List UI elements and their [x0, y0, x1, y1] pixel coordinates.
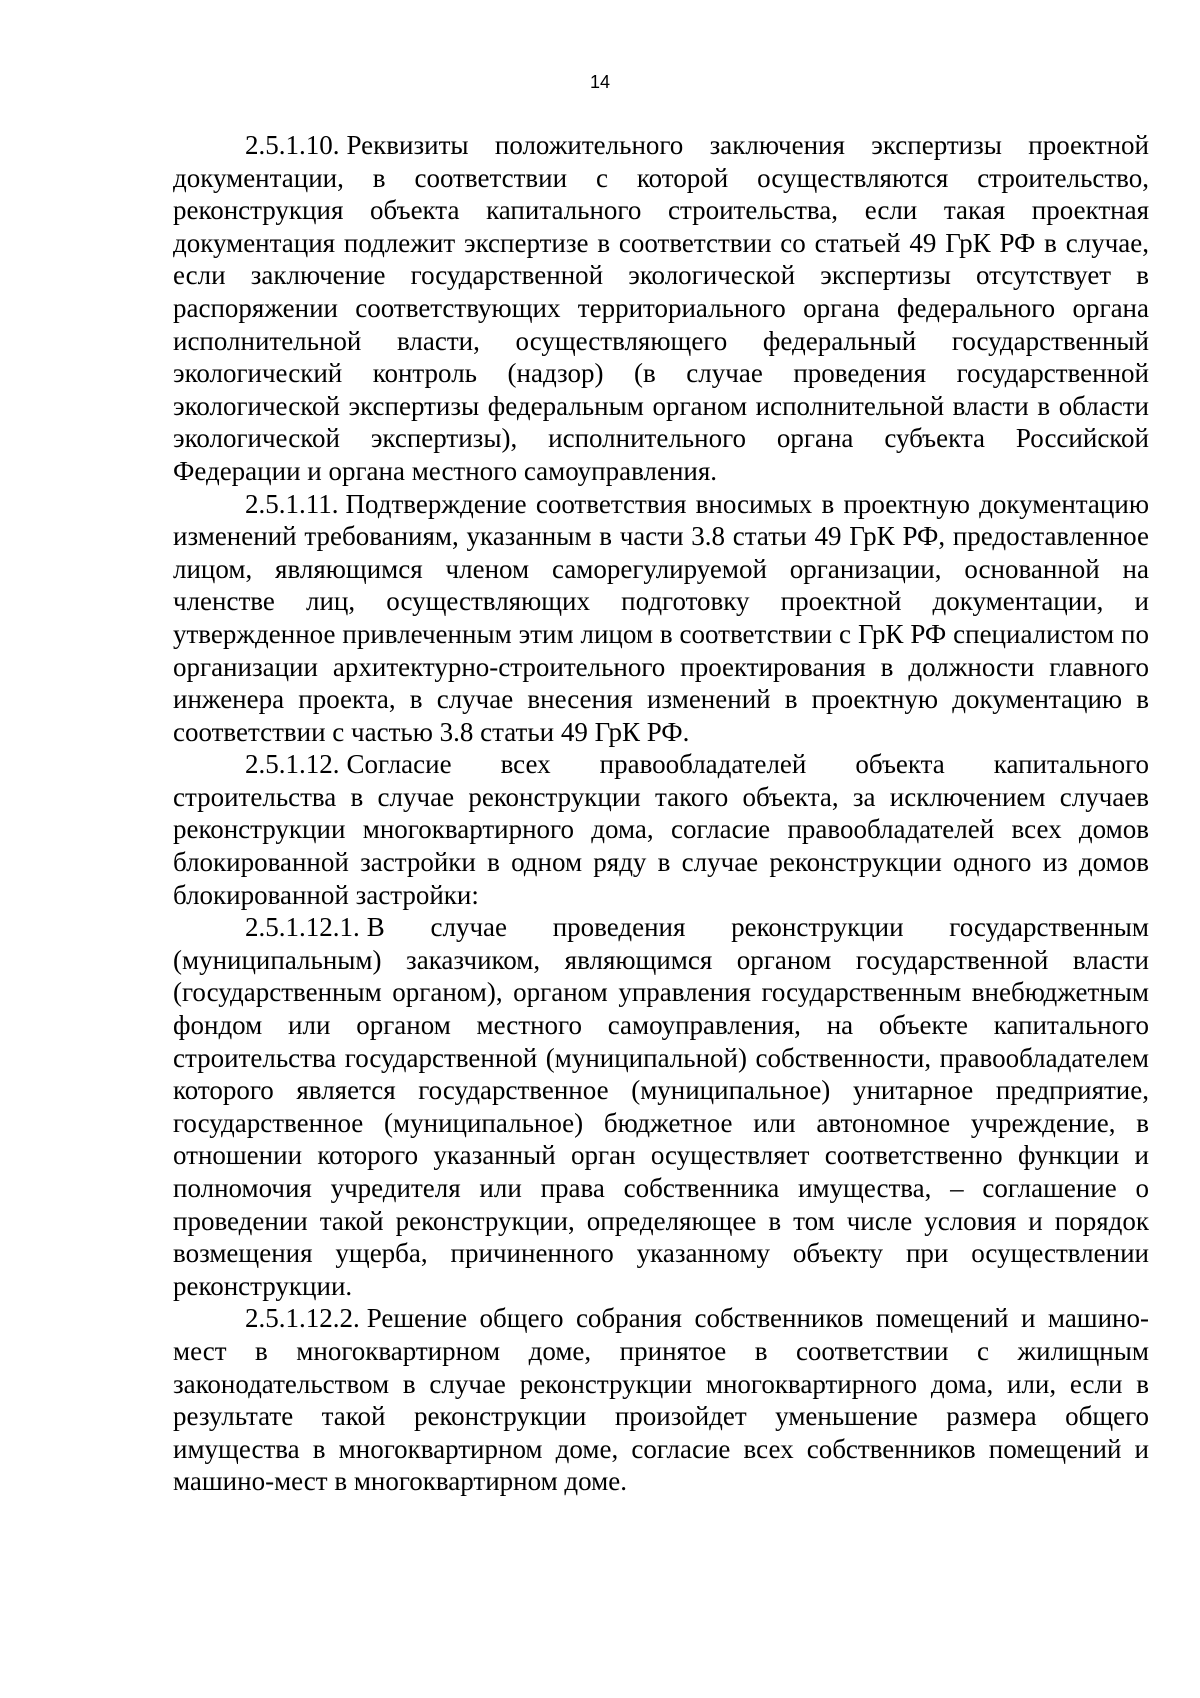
paragraph-text: Подтверждение соответствия вносимых в проектную документацию изменений требованиям, указанным в части 3.8 статьи 49 ГрК РФ, предоставленное лицом, являющимся членом саморегулируемой организации, основанной на членстве лиц, осуществляющих подготовку проектной документации, и утвержденное привлеченным этим лицом в соответствии с ГрК РФ специалистом по организации архитектурно-строительного проектирования в должности главного инженера проекта, в случае внесения изменений в проектную документацию в соответствии с частью 3.8 статьи 49 ГрК РФ.	[173, 488, 1149, 747]
paragraph-number: 2.5.1.12.1.	[245, 912, 360, 943]
paragraph-number: 2.5.1.12.2.	[245, 1303, 360, 1334]
paragraph-text: Согласие всех правообладателей объекта капитального строительства в случае реконструкции такого объекта, за исключением случаев реконструкции многоквартирного дома, согласие правообладателей всех домов блокированной застройки в одном ряду в случае реконструкции одного из домов блокированной застройки:	[173, 749, 1149, 910]
paragraph-2-5-1-11	[173, 488, 1149, 749]
paragraph-2-5-1-10	[173, 129, 1149, 488]
paragraph-text: Реквизиты положительного заключения экспертизы проектной документации, в соответствии с которой осуществляются строительство, реконструкция объекта капитального строительства, если такая проектная документация подлежит экспертизе в соответствии со статьей 49 ГрК РФ в случае, если заключение государственной экологической экспертизы отсутствует в распоряжении соответствующих территориального органа федерального органа исполнительной власти, осуществляющего федеральный государственный экологический контроль (надзор) (в случае проведения государственной экологической экспертизы федеральным органом исполнительной власти в области экологической экспертизы), исполнительного органа субъекта Российской Федерации и органа местного самоуправления.	[173, 130, 1149, 486]
paragraph-number: 2.5.1.10.	[245, 130, 340, 160]
document-body	[173, 129, 1149, 1498]
paragraph-2-5-1-12-2	[173, 1302, 1149, 1498]
paragraph-text: В случае проведения реконструкции государственным (муниципальным) заказчиком, являющимся органом государственной власти (государственным органом), органом управления государственным внебюджетным фондом или органом местного самоуправления, на объекте капитального строительства государственной (муниципальной) собственности, правообладателем которого является государственное (муниципальное) унитарное предприятие, государственное (муниципальное) бюджетное или автономное учреждение, в отношении которого указанный орган осуществляет соответственно функции и полномочия учредителя или права собственника имущества, – соглашение о проведении такой реконструкции, определяющее в том числе условия и порядок возмещения ущерба, причиненного указанному объекту при осуществлении реконструкции.	[173, 912, 1149, 1301]
paragraph-2-5-1-12-1	[173, 911, 1149, 1302]
paragraph-number: 2.5.1.11.	[245, 488, 339, 519]
paragraph-number: 2.5.1.12.	[245, 749, 340, 780]
page-number: 14	[589, 72, 611, 92]
paragraph-text: Решение общего собрания собственников помещений и машино-мест в многоквартирном доме, принятое в соответствии с жилищным законодательством в случае реконструкции многоквартирного дома, или, если в результате такой реконструкции произойдет уменьшение размера общего имущества в многоквартирном доме, согласие всех собственников помещений и машино-мест в многоквартирном доме.	[173, 1303, 1149, 1497]
paragraph-2-5-1-12	[173, 748, 1149, 911]
